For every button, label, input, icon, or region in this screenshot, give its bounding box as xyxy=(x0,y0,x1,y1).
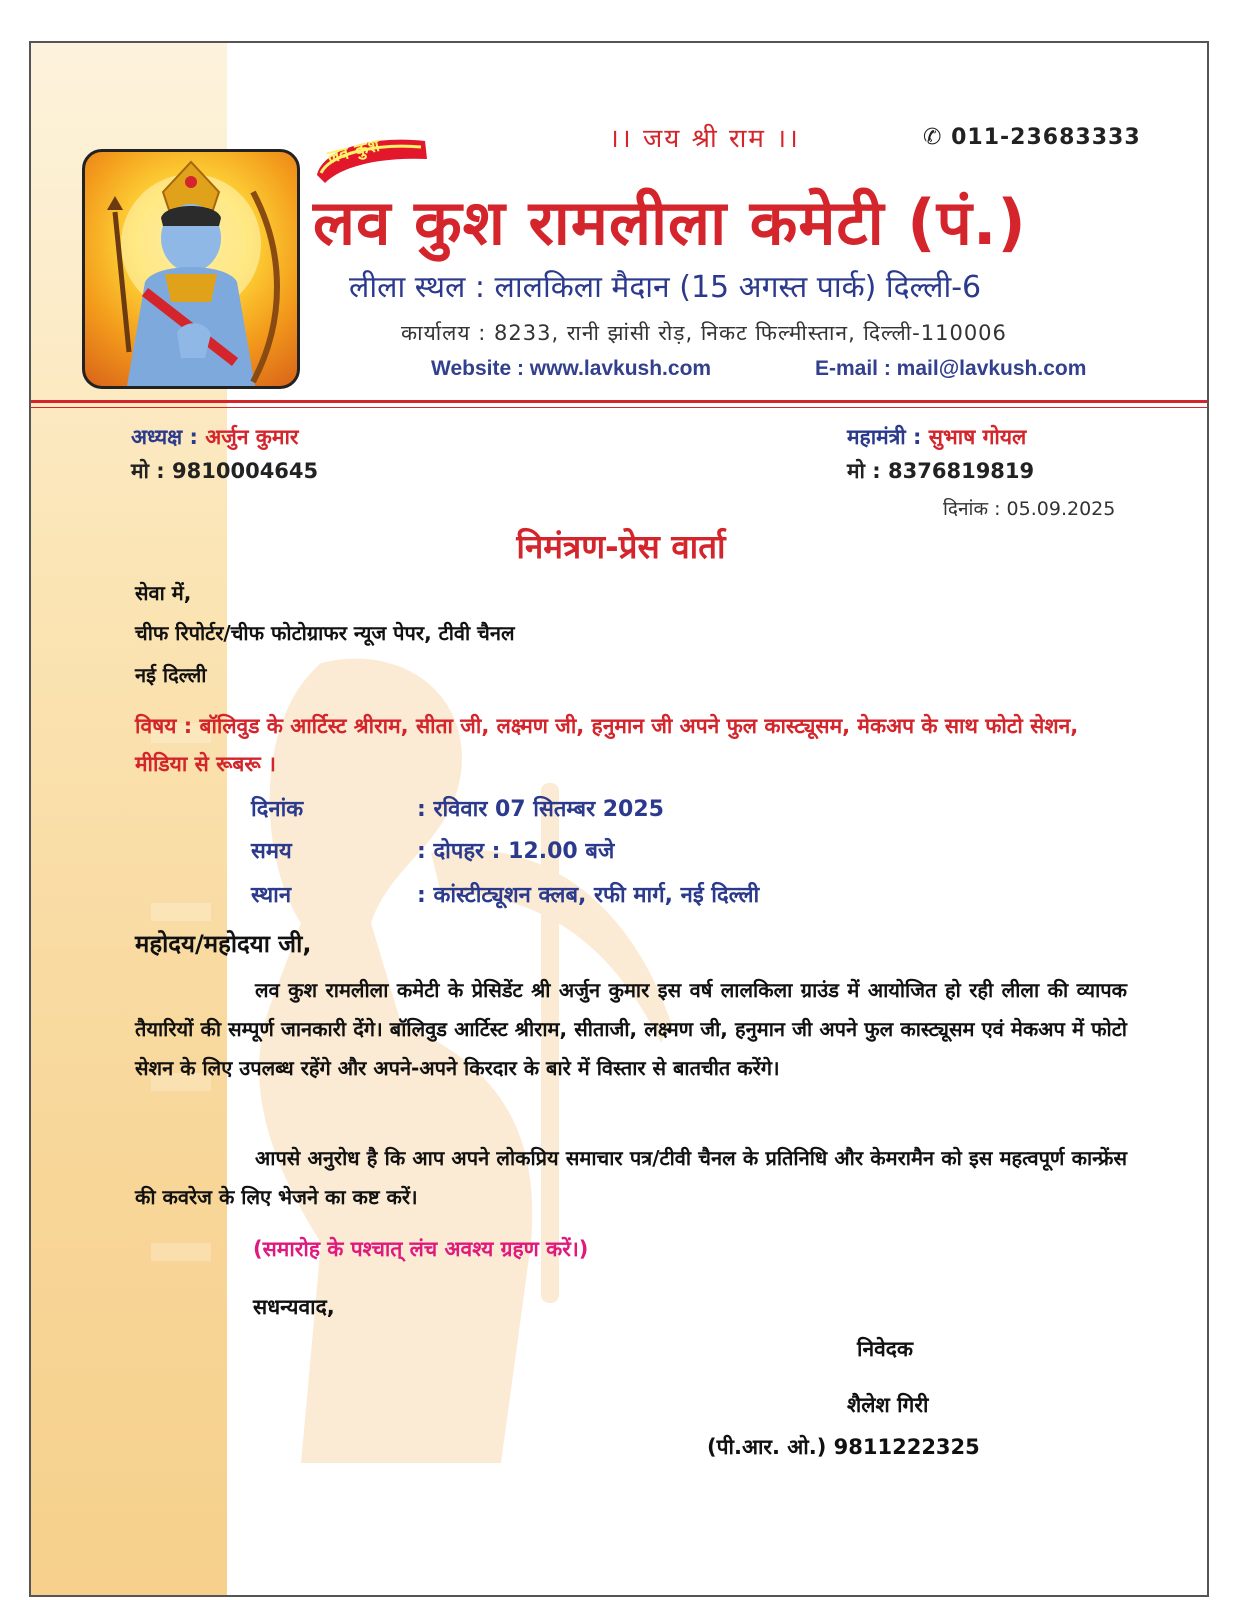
address-line-2: चीफ रिपोर्टर/चीफ फोटोग्राफर न्यूज पेपर, टीवी चैनल xyxy=(135,621,515,645)
letterhead-page xyxy=(29,41,1209,1597)
closing-thanks: सधन्यवाद, xyxy=(253,1295,335,1319)
detail-value-time: : दोपहर : 12.00 बजे xyxy=(417,839,615,864)
detail-label-time: समय xyxy=(251,839,292,864)
website-link[interactable]: Website : www.lavkush.com xyxy=(431,357,712,380)
signature-label: निवेदक xyxy=(857,1337,914,1361)
detail-label-date: दिनांक xyxy=(251,797,304,822)
lord-ram-logo xyxy=(82,149,300,389)
detail-value-date: : रविवार 07 सितम्बर 2025 xyxy=(417,797,664,822)
president-mobile: मो : 9810004645 xyxy=(131,459,319,483)
badge-text: लव-कुश xyxy=(325,135,382,169)
address-line-3: नई दिल्ली xyxy=(135,663,207,687)
signature-designation: (पी.आर. ओ.) 9811222325 xyxy=(707,1435,980,1459)
header-divider-thin xyxy=(31,407,1207,408)
president-role: अध्यक्ष : xyxy=(131,425,198,449)
address-line-1: सेवा में, xyxy=(135,581,192,605)
paragraph-2-text: आपसे अनुरोध है कि आप अपने लोकप्रिय समाचार पत्र/टीवी चैनल के प्रतिनिधि और केमरामैन को इस महत्वपूर्ण कान्फ्रेंस की कवरेज के लिए भेजने का कष्ट करें। xyxy=(135,1146,1127,1209)
body-paragraph-2 xyxy=(135,1139,1127,1217)
salutation: महोदय/महोदया जी, xyxy=(135,930,312,958)
phone-icon: ✆ xyxy=(923,125,943,150)
phone-number: 011-23683333 xyxy=(951,125,1141,150)
secretary-mobile: मो : 8376819819 xyxy=(847,459,1035,483)
secretary-role: महामंत्री : xyxy=(847,425,922,449)
president-name: अर्जुन कुमार xyxy=(205,425,299,449)
venue-line: लीला स्थल : लालकिला मैदान (15 अगस्त पार्क) दिल्ली-6 xyxy=(349,270,982,305)
subject-line: विषय : बॉलिवुड के आर्टिस्ट श्रीराम, सीता जी, लक्ष्मण जी, हनुमान जी अपने फुल कास्ट्यूसम, मेकअप के साथ फोटो सेशन, मीडिया से रूबरू । xyxy=(135,714,1079,776)
header-divider-thick xyxy=(31,400,1207,403)
office-address: कार्यालय : 8233, रानी झांसी रोड़, निकट फिल्मीस्तान, दिल्ली-110006 xyxy=(401,321,1007,345)
letter-date: दिनांक : 05.09.2025 xyxy=(943,498,1116,520)
paragraph-1-text: लव कुश रामलीला कमेटी के प्रेसिडेंट श्री अर्जुन कुमार इस वर्ष लालकिला ग्राउंड में आयोजित हो रही लीला की व्यापक तैयारियों की सम्पूर्ण जानकारी देंगे। बॉलिवुड आर्टिस्ट श्रीराम, सीताजी, लक्ष्मण जी, हनुमान जी अपने फुल कास्ट्यूसम एवं मेकअप में फोटो सेशन के लिए उपलब्ध रहेंगे और अपने-अपने किरदार के बारे में विस्तार से बातचीत करेंगे। xyxy=(135,978,1127,1080)
body-paragraph-1 xyxy=(135,971,1127,1088)
detail-label-venue: स्थान xyxy=(251,883,292,908)
president-line xyxy=(131,423,299,451)
email-link[interactable]: E-mail : mail@lavkush.com xyxy=(815,357,1087,380)
secretary-name: सुभाष गोयल xyxy=(928,425,1027,449)
lunch-note: (समारोह के पश्चात् लंच अवश्य ग्रहण करें।) xyxy=(253,1237,589,1261)
detail-value-venue: : कांस्टीट्यूशन क्लब, रफी मार्ग, नई दिल्ली xyxy=(417,883,760,908)
header-phone xyxy=(923,125,1141,150)
signature-name: शैलेश गिरी xyxy=(847,1393,929,1417)
organization-name: लव कुश रामलीला कमेटी (पं.) xyxy=(313,186,1027,259)
letter-title: निमंत्रण-प्रेस वार्ता xyxy=(516,527,726,566)
secretary-line xyxy=(847,423,1026,451)
jai-shri-ram: ।। जय श्री राम ।। xyxy=(609,124,800,154)
